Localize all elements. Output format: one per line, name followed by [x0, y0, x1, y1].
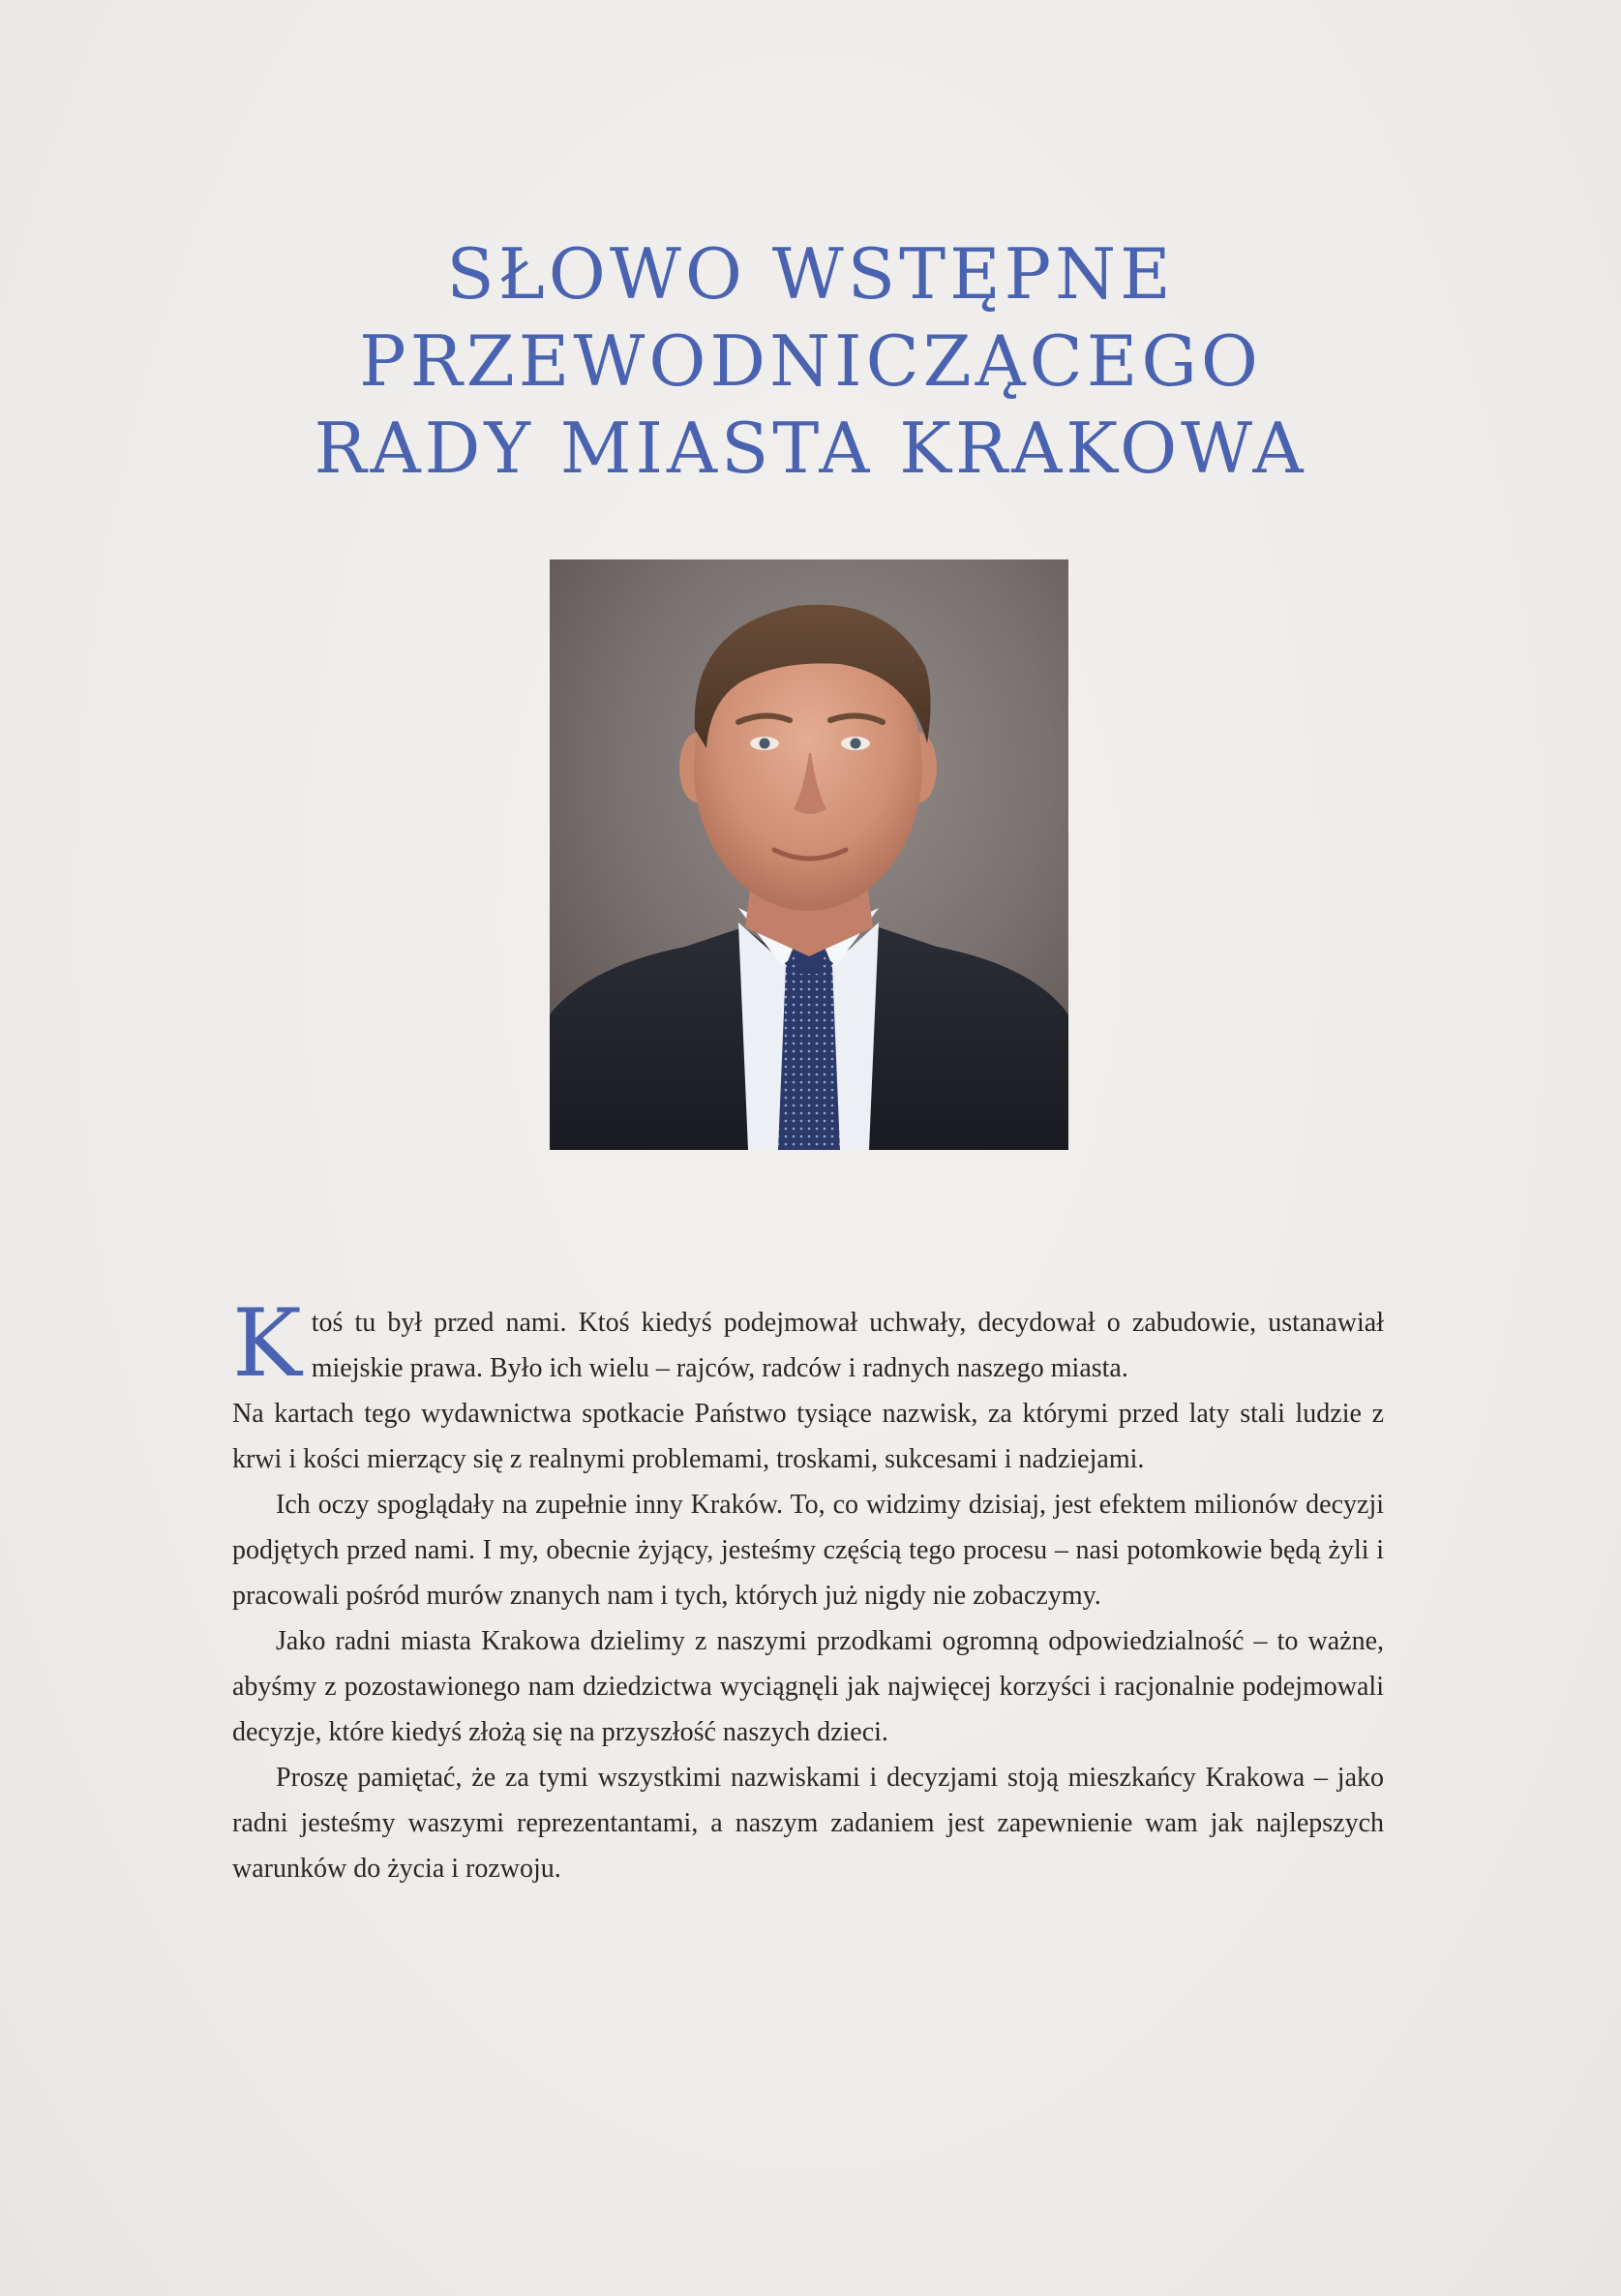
heading-line-2: PRZEWODNICZĄCEGO — [359, 320, 1262, 403]
body-text — [232, 1289, 1384, 1891]
heading-line-1: SŁOWO WSTĘPNE — [446, 233, 1175, 316]
portrait-illustration — [550, 559, 1068, 1150]
paragraph-4: Jako radni miasta Krakowa dzielimy z naszymi przodkami ogromną odpowiedzialność – to ważne, abyśmy z pozostawionego nam dziedzictwa wyciągnęli jak najwięcej korzyści i racjonalnie podejmowali decyzje, które kiedyś złożą się na przyszłość naszych dzieci. — [232, 1626, 1384, 1747]
page-heading — [0, 230, 1621, 492]
drop-cap: K — [232, 1289, 302, 1398]
paragraph-5: Proszę pamiętać, że za tymi wszystkimi nazwiskami i decyzjami stoją mieszkańcy Krakowa – jako radni jesteśmy waszymi reprezentantami, a naszym zadaniem jest zapewnienie wam jak najlepszych warunków do życia i rozwoju. — [232, 1763, 1384, 1884]
paragraph-1 — [232, 1289, 1384, 1398]
portrait-photo — [550, 559, 1068, 1150]
paragraph-2: Na kartach tego wydawnictwa spotkacie Państwo tysiące nazwisk, za którymi przed laty stali ludzie z krwi i kości mierzący się z realnymi problemami, troskami, sukcesami i nadziejami. — [232, 1399, 1384, 1474]
heading-line-3: RADY MIASTA KRAKOWA — [314, 408, 1307, 490]
paragraph-3: Ich oczy spoglądały na zupełnie inny Kraków. To, co widzimy dzisiaj, jest efektem milionów decyzji podjętych przed nami. I my, obecnie żyjący, jesteśmy częścią tego procesu – nasi potomkowie będą żyli i pracowali pośród murów znanych nam i tych, których już nigdy nie zobaczymy. — [232, 1490, 1384, 1611]
paragraph-1-text: toś tu był przed nami. Ktoś kiedyś podejmował uchwały, decydował o zabudowie, ustanawiał miejskie prawa. Było ich wielu – rajców, radców i radnych naszego miasta. — [311, 1308, 1384, 1383]
